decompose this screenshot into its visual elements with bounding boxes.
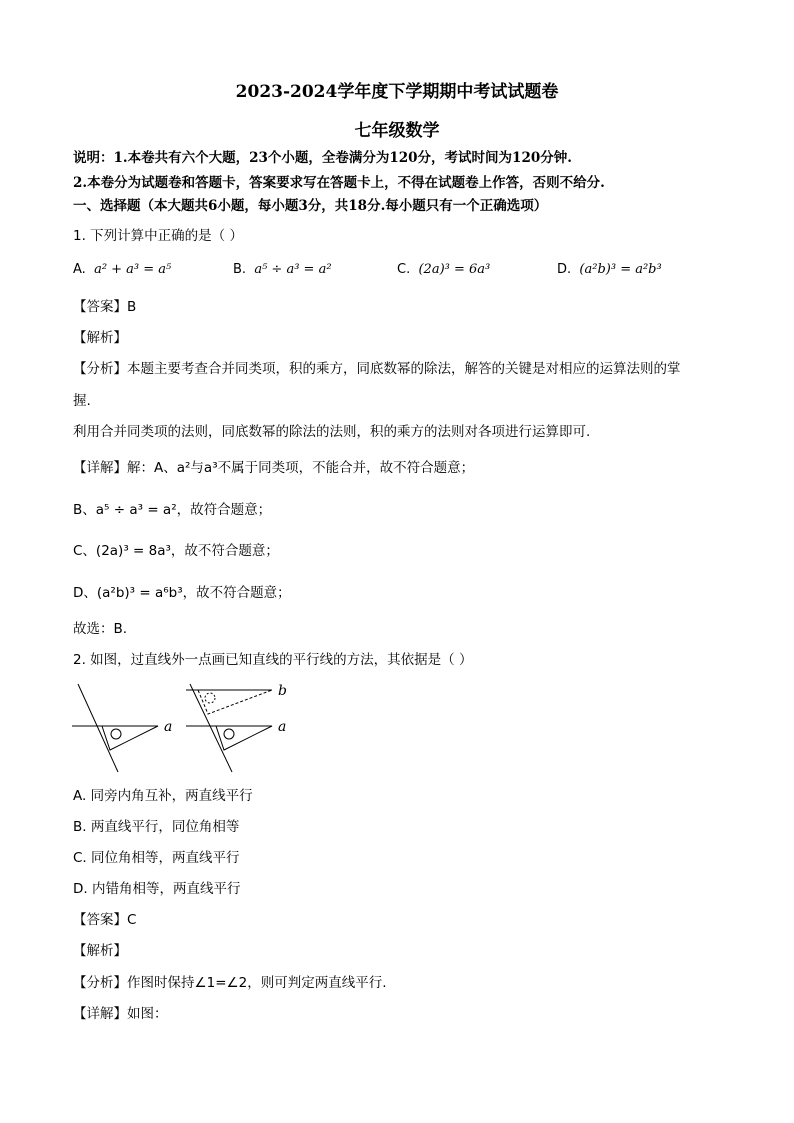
q1-conclusion: 故选：B. <box>73 621 128 637</box>
left-set-square <box>102 726 158 750</box>
q1-analysis-label: 【解析】 <box>73 330 127 346</box>
q1-option-d: D. (a²b)³ = a²b³ <box>557 262 662 277</box>
q1-detail-d: D、(a²b)³ = a⁶b³，故不符合题意； <box>73 585 291 601</box>
instruction-1: 说明：1.本卷共有六个大题，23个小题，全卷满分为120分，考试时间为120分钟. <box>73 150 572 166</box>
q2-analysis: 【分析】作图时保持∠1=∠2，则可判定两直线平行. <box>73 975 387 991</box>
q2-option-a: A. 同旁内角互补，两直线平行 <box>73 788 253 804</box>
q2-option-b: B. 两直线平行，同位角相等 <box>73 819 240 835</box>
q1-detail-a: 【详解】解：A、a²与a³不属于同类项，不能合并，故不符合题意； <box>73 460 475 476</box>
dashed-set-square <box>198 690 272 714</box>
dashed-hole-icon <box>205 693 215 703</box>
q1-analysis-line-1: 【分析】本题主要考查合并同类项，积的乘方，同底数幂的除法，解答的关键是对相应的运算法则的掌 <box>73 361 681 377</box>
q2-detail: 【详解】如图： <box>73 1006 168 1022</box>
q1-detail-b: B、a⁵ ÷ a³ = a²，故符合题意； <box>73 502 272 518</box>
right-transversal <box>190 684 232 772</box>
label-a-left: a <box>164 719 173 735</box>
q1-option-b: B. a⁵ ÷ a³ = a² <box>233 262 332 277</box>
q2-analysis-label: 【解析】 <box>73 943 127 959</box>
q2-option-d: D. 内错角相等，两直线平行 <box>73 881 241 897</box>
parallel-line-figure <box>72 680 302 774</box>
left-transversal <box>78 684 118 772</box>
q2-option-c: C. 同位角相等，两直线平行 <box>73 850 240 866</box>
q1-option-c: C. (2a)³ = 6a³ <box>397 262 491 277</box>
q1-analysis-line-2: 握. <box>73 393 91 409</box>
left-hole-icon <box>111 729 121 739</box>
q1-detail-c: C、(2a)³ = 8a³，故不符合题意； <box>73 543 279 559</box>
q1-stem: 1. 下列计算中正确的是（ ） <box>73 228 243 244</box>
q1-answer: 【答案】B <box>73 299 137 315</box>
q2-stem: 2. 如图，过直线外一点画已知直线的平行线的方法，其依据是（ ） <box>73 652 473 668</box>
right-hole-icon <box>224 729 234 739</box>
instruction-2: 2.本卷分为试题卷和答题卡，答案要求写在答题卡上，不得在试题卷上作答，否则不给分. <box>73 175 605 191</box>
right-set-square <box>216 726 272 750</box>
label-b-right: b <box>278 683 287 699</box>
label-a-right: a <box>278 719 287 735</box>
exam-title: 2023-2024学年度下学期期中考试试题卷 <box>235 82 559 102</box>
exam-subtitle: 七年级数学 <box>354 121 440 141</box>
q1-option-a: A. a² + a³ = a⁵ <box>73 262 172 277</box>
section-heading: 一、选择题（本大题共6小题，每小题3分，共18分.每小题只有一个正确选项） <box>73 198 548 214</box>
q2-answer: 【答案】C <box>73 912 137 928</box>
q1-analysis-line-3: 利用合并同类项的法则，同底数幂的除法的法则，积的乘方的法则对各项进行运算即可. <box>73 424 591 440</box>
